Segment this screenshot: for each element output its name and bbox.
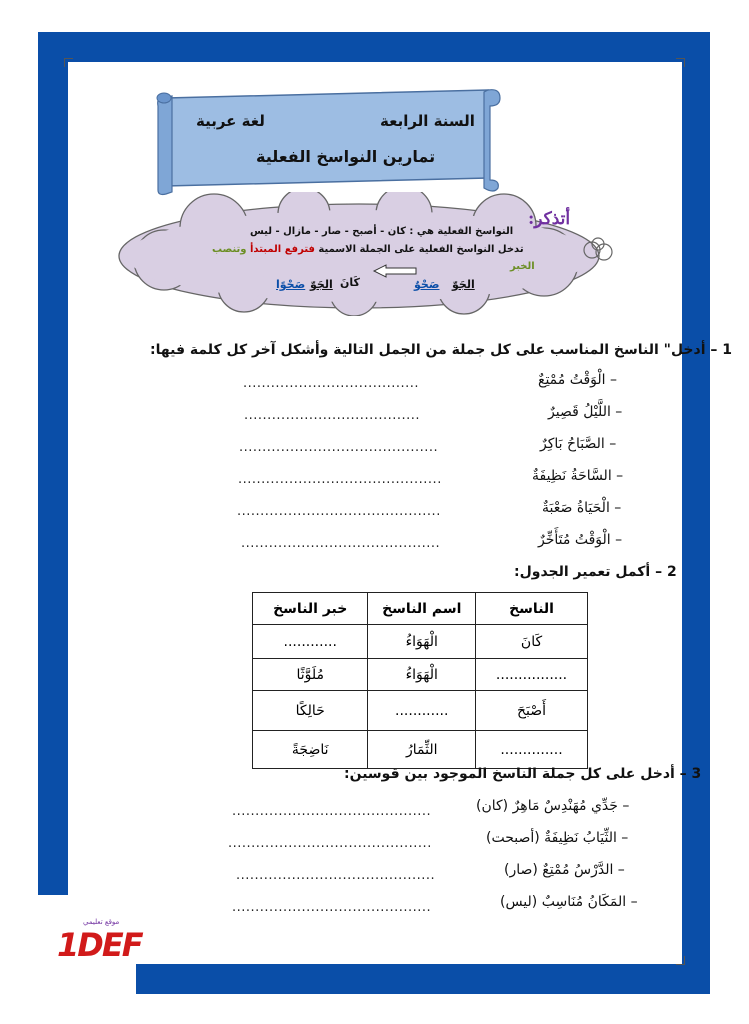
answer-line[interactable]: ............................................ <box>228 836 432 851</box>
answer-line[interactable]: ...................................... <box>244 408 421 423</box>
corner-mark <box>676 956 685 965</box>
answer-line[interactable]: ........................................... <box>239 440 439 455</box>
reminder-line2-part3: وتنصب <box>212 244 250 255</box>
logo-script: موقع تعليمي <box>83 918 120 926</box>
q1-item: – السَّاحَةُ نَظِيفَةٌ <box>532 468 624 484</box>
reminder-line1: النواسخ الفعلية هي : كان - أصبح - صار - مازال - ليس <box>250 226 514 237</box>
site-logo <box>55 918 142 966</box>
table-cell-blank[interactable]: ................ <box>476 659 588 691</box>
answer-line[interactable]: ........................................... <box>232 804 432 819</box>
table-cell-blank[interactable]: .............. <box>476 731 588 769</box>
q1-item: – الْحَيَاةُ صَعْبَةٌ <box>542 500 622 516</box>
q1-item: – الصَّبَاحُ بَاكِرٌ <box>540 436 617 452</box>
reminder-line3: الخبر <box>510 261 535 272</box>
year-label: السنة الرابعة <box>380 112 475 130</box>
arrow-left-icon <box>372 264 418 278</box>
q1-item: – الْوَقْتُ مُمْتِعٌ <box>538 372 617 388</box>
table-cell: نَاضِجَةً <box>253 731 368 769</box>
table-row <box>253 691 588 731</box>
answer-line[interactable]: ............................................ <box>238 472 442 487</box>
example-after-word2: صَحْوًا <box>276 278 306 291</box>
reminder-line2-part1: تدخل النواسخ الفعلية على الجملة الاسمية <box>314 244 524 255</box>
q3-item: – الدَّرْسُ مُمْتِعٌ (صار) <box>504 862 625 878</box>
q3-title: 3 – أدخل على كل جملة الناسخ الموجود بين قوسين: <box>344 766 702 782</box>
answer-line[interactable]: ...................................... <box>243 376 420 391</box>
table-row <box>253 625 588 659</box>
table-cell: الْهَوَاءُ <box>368 659 476 691</box>
table-row <box>253 659 588 691</box>
table-header: خبر الناسخ <box>253 593 368 625</box>
example-before-word1: الجَوّ <box>452 278 475 291</box>
q1-item: – اللَّيْلُ قَصِيرٌ <box>548 404 623 420</box>
table-cell: أَصْبَحَ <box>476 691 588 731</box>
answer-line[interactable]: ........................................... <box>236 868 436 883</box>
table-cell: الثِّمَارُ <box>368 731 476 769</box>
q3-item: – جَدِّي مُهَنْدِسٌ مَاهِرٌ (كان) <box>476 798 630 814</box>
table-cell: مُلَوَّثًا <box>253 659 368 691</box>
reminder-line2 <box>212 244 524 255</box>
worksheet-title: تمارين النواسخ الفعلية <box>256 147 436 166</box>
table-header: اسم الناسخ <box>368 593 476 625</box>
corner-mark <box>676 58 685 67</box>
q1-title: 1 – أدخل" الناسخ المناسب على كل جملة من الجمل التالية وأشكل آخر كل كلمة فيها: <box>150 342 733 358</box>
subject-label: لغة عربية <box>196 112 265 130</box>
example-after-verb: كَانَ <box>340 276 360 289</box>
corner-mark <box>64 58 73 67</box>
answer-line[interactable]: ........................................... <box>241 536 441 551</box>
title-scroll-banner <box>152 84 508 198</box>
reminder-line2-raise: فترفع المبتدأ <box>249 244 315 255</box>
q3-item: – المَكَانُ مُنَاسِبٌ (ليس) <box>500 894 638 910</box>
reminder-heading: أتذكر: <box>528 209 571 229</box>
example-after-word1: الجَوّ <box>310 278 333 291</box>
table-header: الناسخ <box>476 593 588 625</box>
answer-line[interactable]: ........................................... <box>232 900 432 915</box>
logo-text: 1DEF <box>57 926 142 964</box>
table-row <box>253 731 588 769</box>
answer-line[interactable]: ............................................ <box>237 504 441 519</box>
q1-item: – الْوَقْتُ مُتَأَخِّرٌ <box>538 532 623 548</box>
table-cell: كَانَ <box>476 625 588 659</box>
table-cell: الْهَوَاءُ <box>368 625 476 659</box>
q2-title: 2 – أكمل تعمير الجدول: <box>514 564 677 580</box>
exercise-table <box>252 592 588 769</box>
table-cell: حَالِكًا <box>253 691 368 731</box>
q3-item: – الثِّيَابُ نَظِيفَةٌ (أصبحت) <box>486 830 629 846</box>
example-before-word2: صَحْوٌ <box>414 278 440 291</box>
table-cell-blank[interactable]: ............ <box>253 625 368 659</box>
table-cell-blank[interactable]: ............ <box>368 691 476 731</box>
